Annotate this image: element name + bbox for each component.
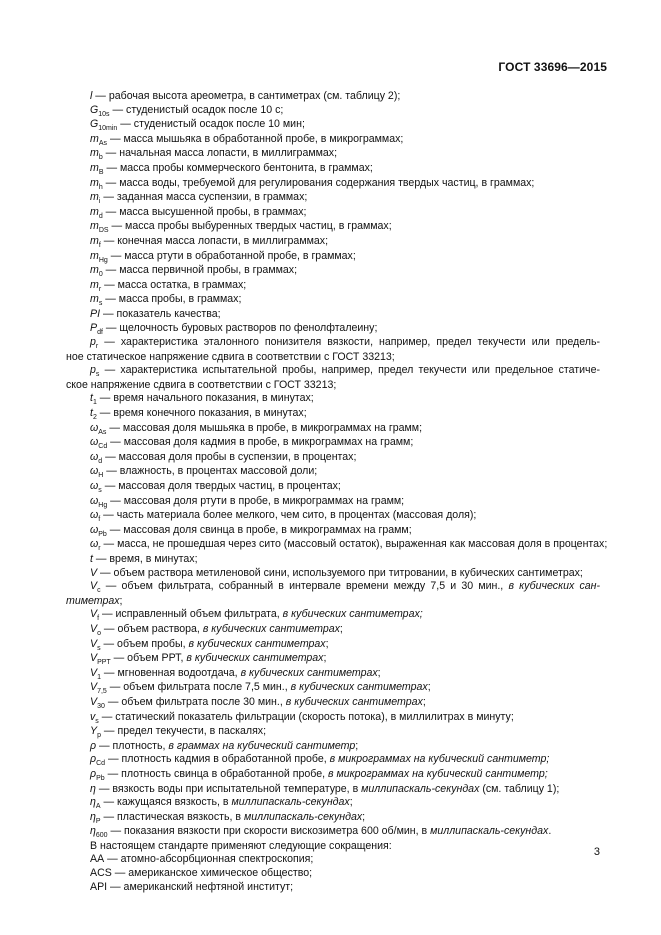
symbol: V	[90, 652, 98, 665]
definition-line	[66, 220, 600, 235]
symbol-subscript: 10s	[98, 110, 110, 118]
symbol-subscript: P	[95, 817, 101, 825]
symbol-subscript: B	[98, 168, 104, 176]
symbol-subscript: 1	[97, 673, 101, 681]
definition-line	[66, 608, 600, 623]
definition-unit-italic: в кубических сантиметрах;	[279, 608, 423, 621]
symbol-subscript: As	[98, 428, 107, 436]
definition-unit-italic: в микрограммах на кубический сантиметр;	[325, 767, 548, 780]
definition-tail: ;	[377, 666, 381, 679]
definition-line	[66, 725, 600, 740]
symbol: t	[90, 392, 93, 405]
symbol: l	[90, 90, 93, 102]
symbol: t	[90, 553, 93, 565]
symbol: V	[90, 608, 98, 621]
definition-line	[66, 392, 600, 407]
document-id-header: ГОСТ 33696—2015	[498, 60, 607, 74]
definition-line	[66, 867, 600, 881]
page-number: 3	[593, 846, 600, 858]
symbol: V	[90, 637, 98, 650]
definition-text: — объем пробы,	[100, 637, 186, 650]
definition-text: — показания вязкости при скорости вискозиметра 600 об/мин, в	[107, 825, 428, 838]
symbol-subscript: f	[97, 615, 100, 623]
symbol: ρ	[90, 753, 97, 766]
definition-text: — масса остатка, в граммах;	[101, 278, 247, 291]
symbol-subscript: Cd	[98, 443, 108, 451]
definition-text: — масса пробы выбуренных твердых частиц, в граммах;	[108, 220, 392, 233]
definition-line	[66, 118, 600, 133]
definition-line	[66, 538, 608, 553]
definition-line	[66, 768, 600, 783]
definition-text: АА — атомно-абсорбционная спектроскопия;	[90, 853, 314, 866]
definition-text: — часть материала более мелкого, чем сито, в процентах (массовая доля);	[100, 509, 477, 522]
definition-text: — массовая доля пробы в суспензии, в процентах;	[102, 450, 357, 463]
definition-unit-italic: в кубических сантиметрах	[287, 681, 428, 694]
symbol: v	[90, 710, 96, 723]
symbol-subscript: 1	[92, 399, 97, 407]
definition-unit-italic: в кубических сантиметрах	[185, 637, 326, 650]
symbol-subscript: d	[98, 457, 103, 465]
symbol-subscript: 600	[95, 832, 108, 840]
definition-text: — пластическая вязкость, в	[100, 810, 241, 823]
symbol: p	[90, 336, 96, 349]
definition-unit-italic: в граммах на кубический сантиметр	[165, 739, 356, 752]
definition-line	[66, 711, 600, 726]
symbol-subscript: b	[98, 154, 103, 162]
definition-tail: ;	[339, 622, 343, 635]
definition-text: ское напряжение сдвига в соответствии с ГОСТ 33213;	[66, 378, 337, 391]
symbol-subscript: df	[97, 328, 103, 336]
symbol-subscript: p	[97, 732, 101, 740]
definition-tail: ;	[362, 810, 366, 823]
definition-text: — массовая доля ртути в пробе, в микрограммах на грамм;	[107, 494, 405, 507]
definition-line	[66, 279, 600, 294]
definition-line	[66, 147, 600, 162]
definition-line	[66, 840, 600, 854]
symbol: ρ	[90, 767, 97, 780]
symbol-subscript: s	[97, 644, 101, 652]
definition-text: — масса воды, требуемой для регулирования содержания твердых частиц, в граммах;	[102, 176, 535, 189]
definition-line	[66, 638, 600, 653]
symbol-subscript: A	[95, 803, 101, 811]
definition-unit-italic: в кубических сантиметрах	[199, 622, 340, 635]
definition-text: — объем фильтрата после 30 мин.,	[104, 695, 283, 708]
symbol: G	[90, 103, 99, 116]
symbol: ω	[90, 465, 99, 478]
definition-text: — мгновенная водоотдача,	[100, 666, 238, 679]
definition-line	[66, 90, 600, 104]
definition-text: — студенистый осадок после 10 с;	[109, 103, 284, 116]
definition-unit-italic: тиметрах	[66, 594, 120, 607]
definition-unit-italic: миллипаскаль-секундах	[241, 810, 363, 823]
definition-line	[66, 567, 600, 581]
symbol-subscript: 2	[92, 414, 97, 422]
definition-line	[66, 696, 600, 711]
definition-line	[66, 235, 600, 250]
symbol: m	[90, 132, 99, 145]
definition-line	[66, 250, 600, 265]
definition-tail: ;	[323, 652, 327, 665]
symbol: m	[90, 220, 99, 233]
definition-line	[66, 162, 600, 177]
symbol: m	[90, 147, 99, 160]
symbol: V	[90, 566, 98, 579]
definition-line	[66, 322, 600, 337]
symbol: m	[90, 293, 99, 306]
definition-text: — щелочность буровых растворов по фенолфталеину;	[102, 321, 378, 334]
symbol-subscript: 10min	[98, 125, 118, 133]
definition-tail: .	[548, 825, 552, 838]
definition-unit-italic: миллипаскаль-секундах	[358, 782, 480, 795]
definition-line	[66, 407, 600, 422]
definition-line	[66, 783, 600, 797]
definition-unit-italic: в кубических сантиметрах	[183, 652, 324, 665]
symbol: ω	[90, 421, 99, 434]
symbol-subscript: As	[98, 139, 107, 147]
symbol: ω	[90, 523, 99, 536]
definition-text: — показатель качества;	[100, 307, 221, 320]
definition-text: — масса пробы, в граммах;	[102, 293, 242, 306]
definition-line	[66, 177, 600, 192]
definition-tail: (см. таблицу 1);	[479, 782, 560, 795]
definition-line	[66, 133, 600, 148]
symbol: ω	[90, 509, 99, 522]
definition-line	[66, 524, 600, 539]
definition-line	[66, 336, 600, 351]
symbol-subscript: Pb	[98, 530, 107, 538]
symbol-subscript: r	[95, 343, 99, 351]
definition-line	[66, 191, 600, 206]
symbol: ω	[90, 436, 99, 449]
symbol: PI	[90, 307, 101, 320]
symbol: m	[90, 278, 99, 291]
definition-tail: ;	[422, 695, 426, 708]
symbol-subscript: r	[98, 285, 102, 293]
definition-text: В настоящем стандарте применяют следующие сокращения:	[90, 839, 392, 852]
definition-text: — плотность свинца в обработанной пробе,	[104, 767, 326, 780]
definition-text: — масса мышьяка в обработанной пробе, в микрограммах;	[107, 132, 404, 145]
definition-text: ACS — американское химическое общество;	[90, 867, 313, 880]
symbol: m	[90, 264, 99, 277]
definition-text: — масса высушенной пробы, в граммах;	[102, 205, 307, 218]
definition-text: — масса ртути в обработанной пробе, в граммах;	[107, 249, 356, 262]
symbol: m	[90, 249, 99, 262]
definition-unit-italic: миллипаскаль-секундах	[427, 825, 549, 838]
definition-line	[66, 753, 600, 768]
symbol: m	[90, 191, 99, 204]
definition-text: — масса, не прошедшая через сито (массовый остаток), выраженная как массовая доля в процентах;	[100, 538, 608, 551]
symbol: V	[90, 695, 98, 708]
symbol: η	[90, 825, 96, 838]
definition-line	[66, 465, 600, 480]
symbol-subscript: s	[98, 300, 103, 308]
symbol-subscript: s	[95, 717, 99, 725]
symbol-subscript: r	[98, 545, 101, 553]
symbol-subscript: d	[98, 212, 103, 220]
definition-text: — массовая доля свинца в пробе, в микрограммах на грамм;	[106, 523, 412, 536]
symbol-subscript: o	[97, 629, 101, 637]
definition-text: — влажность, в процентах массовой доли;	[103, 465, 318, 478]
symbol-subscript: s	[98, 487, 102, 495]
definition-text: — предел текучести, в паскалях;	[100, 725, 267, 738]
definition-text: — массовая доля мышьяка в пробе, в микрограммах на грамм;	[106, 421, 423, 434]
symbol: m	[90, 176, 99, 189]
symbol-subscript: Pb	[96, 774, 105, 782]
definition-line	[66, 811, 600, 826]
definition-line	[66, 881, 600, 895]
symbol: P	[90, 321, 98, 334]
definition-tail: ;	[355, 739, 359, 752]
definition-text: — начальная масса лопасти, в миллиграммах;	[102, 147, 338, 160]
symbol-subscript: Hg	[98, 501, 108, 509]
symbol: ω	[90, 494, 99, 507]
definition-line	[66, 104, 600, 119]
symbol: η	[90, 810, 96, 823]
symbol-subscript: s	[95, 371, 100, 379]
definition-line	[66, 293, 600, 308]
definition-unit-italic: в кубических сантиметрах	[282, 695, 423, 708]
symbol-subscript: f	[98, 516, 101, 524]
definition-text: — массовая доля кадмия в пробе, в микрограммах на грамм;	[107, 436, 414, 449]
symbol-subscript: 7,5	[97, 688, 107, 696]
definition-line	[66, 652, 600, 667]
symbol-subscript: DS	[98, 227, 109, 235]
definition-line	[66, 667, 600, 682]
symbol-subscript: h	[98, 183, 103, 191]
definition-tail: ;	[119, 594, 123, 607]
definition-line	[66, 379, 600, 393]
definition-line	[66, 480, 600, 495]
symbol: m	[90, 205, 99, 218]
symbol: Y	[90, 725, 98, 738]
symbol: η	[90, 782, 96, 795]
definition-line	[66, 853, 600, 867]
symbol: ω	[90, 450, 99, 463]
definition-line	[66, 623, 600, 638]
definition-line	[66, 308, 600, 322]
definition-text: — плотность кадмия в обработанной пробе,	[105, 753, 327, 766]
definition-unit-italic: в микрограммах на кубический сантиметр;	[326, 753, 550, 766]
definition-text: — характеристика испытательной пробы, например, предел текучести или предельное статиче-	[99, 364, 600, 377]
definition-line	[66, 264, 600, 279]
symbol-subscript: H	[98, 472, 104, 480]
definition-text: API — американский нефтяной институт;	[90, 880, 294, 893]
symbol: V	[90, 622, 98, 635]
definition-text: — плотность,	[96, 739, 166, 752]
symbol: p	[90, 364, 96, 377]
definition-line	[66, 681, 600, 696]
definition-text: — рабочая высота ареометра, в сантиметрах (см. таблицу 2);	[92, 90, 401, 102]
symbol: V	[90, 666, 98, 679]
definition-line	[66, 740, 600, 754]
definition-line	[66, 553, 600, 567]
definition-text: — время конечного показания, в минутах;	[96, 407, 307, 420]
symbol-subscript: Cd	[96, 760, 106, 768]
definition-text: — кажущаяся вязкость, в	[100, 796, 229, 809]
symbol-subscript: f	[98, 241, 101, 249]
definition-text: — вязкость воды при испытательной температуре, в	[95, 782, 359, 795]
definition-line	[66, 595, 600, 609]
definition-text: — объем раствора,	[100, 622, 200, 635]
symbol-subscript: PPT	[97, 659, 111, 667]
definition-text: — объем раствора метиленовой сини, используемого при титровании, в кубических сантиметрах;	[97, 566, 583, 579]
symbol: t	[90, 407, 93, 420]
definition-line	[66, 509, 600, 524]
definition-text: — студенистый осадок после 10 мин;	[117, 118, 305, 131]
definition-line	[66, 436, 600, 451]
symbol: ρ	[90, 739, 97, 752]
definition-text: — объем РРТ,	[110, 652, 184, 665]
definition-unit-italic: в кубических сантиметрах	[237, 666, 378, 679]
definition-line	[66, 825, 600, 840]
definition-text: ное статическое напряжение сдвига в соответствии с ГОСТ 33213;	[66, 350, 395, 363]
definition-text: — конечная масса лопасти, в миллиграммах;	[100, 234, 329, 247]
symbol-subscript: i	[98, 198, 101, 206]
symbol: m	[90, 234, 99, 247]
definition-text: — масса пробы коммерческого бентонита, в граммах;	[103, 161, 373, 174]
definition-text: — заданная масса суспензии, в граммах;	[100, 191, 308, 204]
definitions-list	[66, 90, 608, 894]
definition-line	[66, 422, 600, 437]
symbol: η	[90, 796, 96, 809]
definition-text: — время, в минутах;	[92, 553, 198, 565]
definition-tail: ;	[325, 637, 329, 650]
definition-text: — объем фильтрата после 7,5 мин.,	[106, 681, 288, 694]
definition-text: — характеристика эталонного понизителя вязкости, например, предел текучести или предель-	[98, 336, 600, 349]
symbol-subscript: c	[97, 587, 101, 595]
definition-line	[66, 364, 600, 379]
definition-line	[66, 580, 600, 595]
definition-line	[66, 351, 600, 365]
symbol: V	[90, 580, 98, 593]
symbol-subscript: 0	[98, 271, 103, 279]
definition-text: — время начального показания, в минутах;	[96, 392, 314, 405]
definition-text: — массовая доля твердых частиц, в процентах;	[101, 480, 341, 493]
symbol-subscript: Hg	[98, 256, 108, 264]
symbol: m	[90, 161, 99, 174]
definition-line	[66, 495, 600, 510]
symbol: ω	[90, 480, 99, 493]
definition-text: — статический показатель фильтрации (скорость потока), в миллилитрах в минуту;	[98, 710, 514, 723]
symbol: ω	[90, 538, 99, 551]
definition-line	[66, 796, 600, 811]
definition-tail: ;	[349, 796, 353, 809]
definition-line	[66, 206, 600, 221]
definition-line	[66, 451, 600, 466]
definition-text: — масса первичной пробы, в граммах;	[102, 264, 298, 277]
definition-unit-italic: в кубических сан-	[503, 580, 600, 593]
definition-text: — исправленный объем фильтрата,	[99, 608, 280, 621]
definition-text: — объем фильтрата, собранный в интервале времени между 7,5 и 30 мин.,	[100, 580, 504, 593]
definition-unit-italic: миллипаскаль-секундах	[228, 796, 350, 809]
symbol: G	[90, 118, 99, 131]
symbol: V	[90, 681, 98, 694]
symbol-subscript: 30	[97, 702, 105, 710]
definition-tail: ;	[427, 681, 431, 694]
